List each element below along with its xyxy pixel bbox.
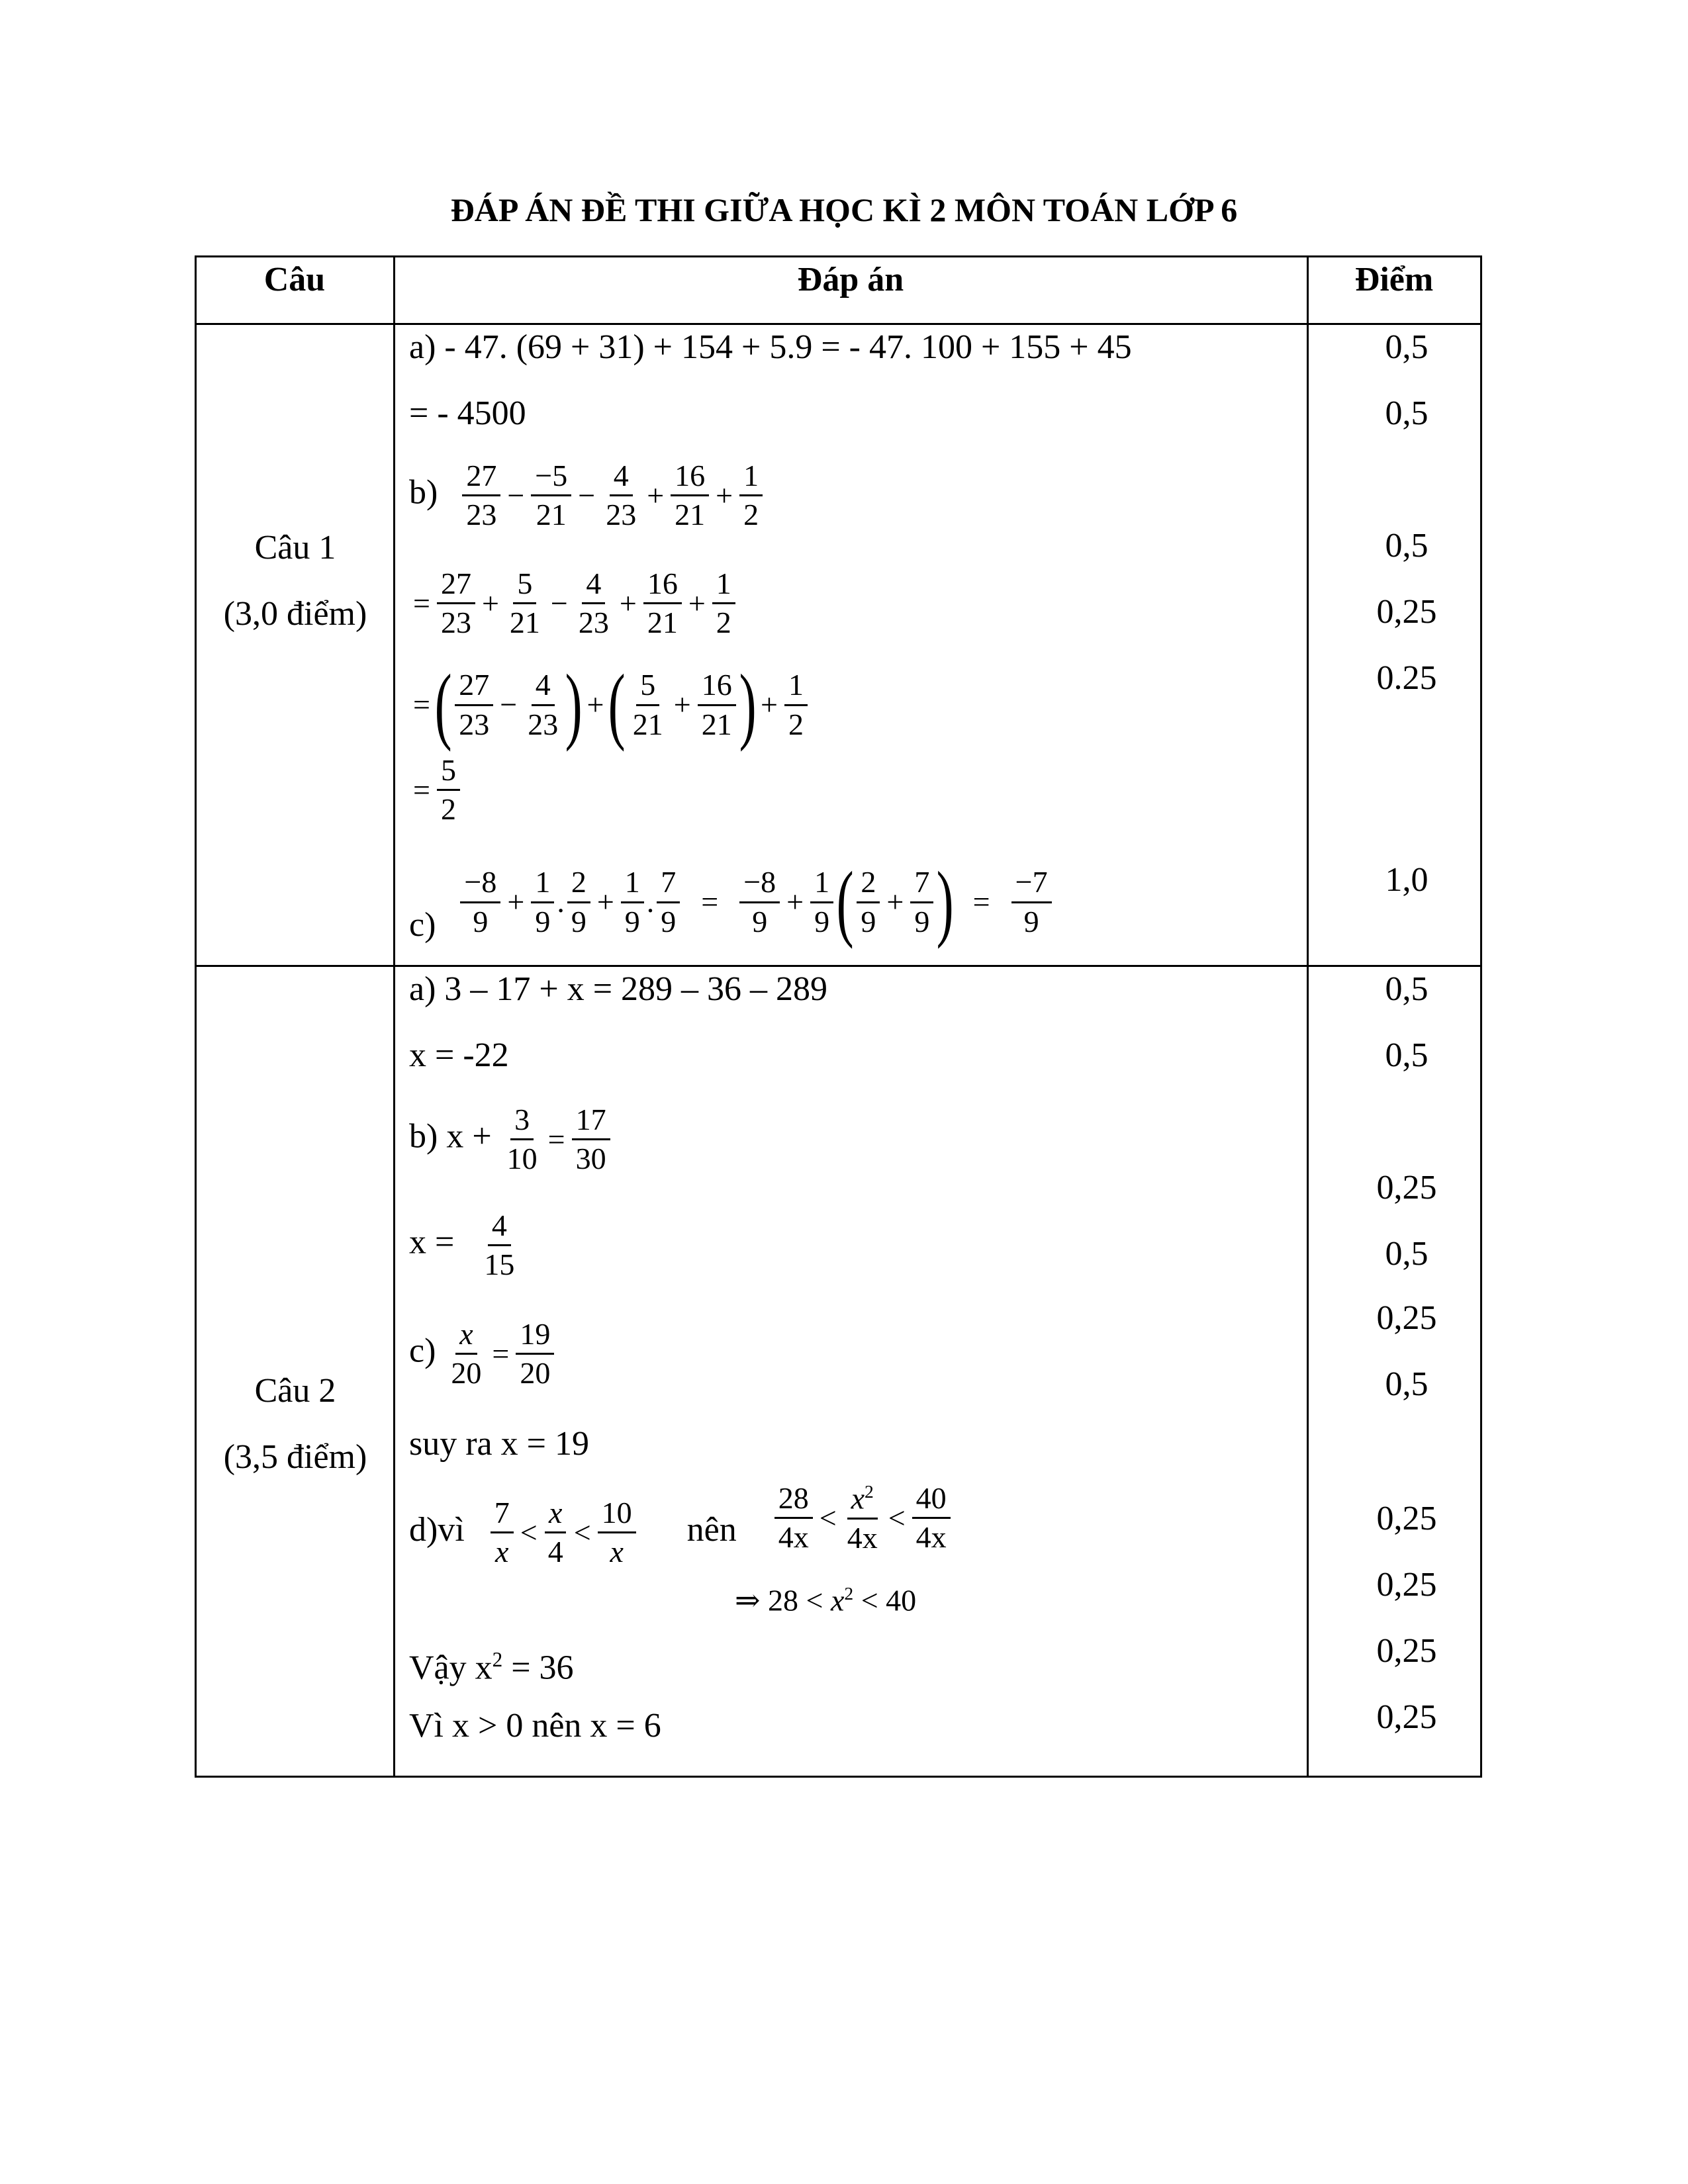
numerator: 7 [491,1497,514,1533]
exponent: 2 [844,1583,854,1604]
fraction [774,1482,813,1554]
less-than: < [573,1515,591,1549]
denominator: 9 [1023,904,1039,938]
q2-d4-end: = 36 [502,1649,574,1687]
q2-score-2: 0,5 [1385,1036,1429,1074]
numerator: 5 [513,568,536,604]
denominator: 2 [788,707,804,741]
denominator: 2 [743,498,759,532]
q2-score-7: 0,25 [1376,1500,1437,1537]
numerator: 4 [488,1210,511,1246]
numerator: x [545,1497,566,1533]
fraction [643,568,682,639]
q1-score-3: 0,5 [1385,527,1429,565]
header-question: Câu [263,261,326,298]
q2-b1-prefix: b) x + [409,1117,492,1156]
equals-sign: = [492,1336,510,1371]
fraction [491,1497,514,1569]
denominator: 2 [716,606,731,640]
equals-sign: = [413,688,430,721]
operator: + [761,688,778,721]
denominator: 9 [661,904,677,938]
fraction [739,866,780,938]
q2-d-line2 [735,1574,916,1620]
value-28: 28 [768,1583,799,1617]
denominator: 4 [547,1535,563,1569]
q2-b1-expr [500,1104,613,1175]
less-than: < [888,1500,906,1535]
fraction [462,460,500,531]
numerator: 1 [712,568,735,604]
table-border-top [195,255,1481,257]
denominator: 9 [535,904,551,938]
numerator: 10 [598,1497,636,1533]
fraction [524,669,562,741]
fraction [506,568,544,639]
q1-b-expr3 [409,657,810,752]
q1-b-line3 [409,657,810,752]
numerator: 2 [857,866,880,903]
implies-arrow: ⇒ [735,1583,761,1617]
q2-score-6: 0,5 [1385,1365,1429,1403]
table-row-divider [195,965,1481,967]
denominator: 4x [778,1520,809,1555]
equals-sign: = [972,885,990,919]
q1-label: Câu 1 [254,529,336,567]
q1-b-line4 [409,754,463,826]
denominator: 21 [675,498,706,532]
numerator: 1 [739,460,763,496]
equals-sign: = [413,772,430,807]
q2-d-line3 [409,1640,574,1688]
fraction [572,1104,610,1175]
operator: + [596,885,614,919]
denominator: x [610,1535,624,1569]
denominator: 9 [914,904,930,938]
q1-b-line2 [409,568,738,639]
q2-b-line1 [409,1104,613,1175]
fraction [437,754,460,826]
fraction [912,1482,951,1554]
q2-d-line4: Vì x > 0 nên x = 6 [409,1707,661,1745]
fraction [460,866,500,938]
fraction [739,460,763,531]
numerator: −8 [739,866,780,903]
denominator: 20 [451,1356,482,1390]
dot: . [557,885,565,919]
denominator: 9 [814,904,830,938]
q2-score-4: 0,5 [1385,1235,1429,1273]
less-than: < [861,1583,878,1617]
numerator: 1 [784,669,808,705]
q2-a-line1: a) 3 – 17 + x = 289 – 36 – 289 [409,970,828,1008]
denominator: 15 [484,1248,515,1282]
q1-c-prefix: c) [409,906,436,944]
fraction [567,866,590,938]
value-40: 40 [886,1583,917,1617]
q2-b2-prefix: x = [409,1223,455,1261]
fraction [657,866,680,938]
numerator: 27 [455,669,493,705]
operator: + [716,478,733,512]
denominator: 9 [624,904,640,938]
variable-x: x [851,1481,865,1516]
denominator: 10 [506,1142,538,1176]
page-title: ĐÁP ÁN ĐỀ THI GIỮA HỌC KÌ 2 MÔN TOÁN LỚP 6 [450,191,1238,228]
denominator: 2 [440,792,456,827]
q1-score-6: 1,0 [1385,861,1429,899]
q1-score-1: 0,5 [1385,328,1429,366]
fraction [575,568,613,639]
denominator: 9 [473,904,489,938]
operator: + [586,688,604,721]
fraction [544,1497,567,1569]
fraction [531,460,571,531]
q1-score-2: 0,5 [1385,394,1429,432]
q1-score-5: 0.25 [1376,659,1437,697]
equals-sign: = [547,1122,565,1156]
numerator: 27 [437,568,475,604]
denominator: x [495,1535,509,1569]
header-score: Điểm [1354,261,1434,298]
right-paren: ) [937,854,955,950]
q1-c-expr [457,854,1054,950]
fraction [516,1318,554,1390]
numerator: 1 [810,866,833,903]
fraction [602,460,640,531]
operator: + [647,478,665,512]
numerator: −8 [460,866,500,903]
fraction [857,866,880,938]
operator: + [673,688,691,721]
table-border-left [195,255,197,1778]
denominator: 23 [606,498,637,532]
left-paren: ( [608,657,626,752]
operator: + [481,586,499,620]
denominator: 21 [536,498,567,532]
denominator: 23 [459,707,490,741]
numerator: 5 [437,754,460,791]
fraction [503,1104,541,1175]
numerator: 5 [636,669,659,705]
q2-d1-mid: nên [686,1510,737,1549]
q1-a-line2: = - 4500 [409,394,526,432]
table-col-divider-1 [393,255,395,1778]
denominator: 21 [509,606,540,640]
fraction [621,866,644,938]
fraction [810,866,833,938]
denominator: 9 [571,904,586,938]
q2-d1-prefix: d)vì [409,1510,465,1549]
exponent: 2 [492,1648,503,1671]
fraction [447,1318,485,1390]
fraction [480,1210,518,1281]
numerator: −5 [531,460,571,496]
denominator: 9 [861,904,876,938]
q2-score-10: 0,25 [1376,1698,1437,1736]
fraction [910,866,933,938]
fraction [598,1497,636,1569]
numerator [847,1482,878,1520]
q1-b-expr2 [409,568,738,639]
q1-b-expr4 [409,754,463,826]
q2-b-line2 [409,1210,521,1281]
table-header-divider [195,323,1481,325]
numerator: 16 [698,669,736,705]
q2-score-1: 0,5 [1385,970,1429,1008]
q2-score-3: 0,25 [1376,1169,1437,1206]
q2-d4-text: Vậy x [409,1649,492,1687]
denominator: 23 [440,606,471,640]
denominator: 21 [701,707,732,741]
q2-score-8: 0,25 [1376,1566,1437,1604]
less-than: < [819,1500,837,1535]
operator: + [886,885,904,919]
q1-score-4: 0,25 [1376,593,1437,631]
numerator: 40 [912,1482,951,1519]
numerator: 1 [531,866,554,903]
table-border-bottom [195,1776,1481,1778]
operator: + [507,885,525,919]
denominator: 4x [915,1520,947,1555]
numerator: 4 [582,568,605,604]
exponent: 2 [865,1481,874,1502]
numerator: 4 [532,669,555,705]
operator: − [507,478,525,512]
numerator: 4 [610,460,633,496]
denominator: 9 [752,904,768,938]
q2-d-line1 [409,1481,953,1569]
numerator: −7 [1011,866,1052,903]
fraction [629,669,667,741]
left-paren: ( [434,657,452,752]
operator: + [619,586,637,620]
q2-score-9: 0,25 [1376,1632,1437,1670]
q1-a-line1: a) - 47. (69 + 31) + 154 + 5.9 = - 47. 100 + 155 + 45 [409,328,1132,366]
less-than: < [806,1583,823,1617]
q2-c1-prefix: c) [409,1332,436,1370]
dot: . [646,885,655,919]
less-than: < [520,1515,538,1549]
equals-sign: = [413,586,430,620]
numerator: 7 [657,866,680,903]
denominator: 21 [647,606,678,640]
operator: − [578,478,596,512]
fraction [437,568,475,639]
fraction [843,1482,882,1554]
variable-x: x [831,1583,845,1617]
denominator: 21 [632,707,663,741]
q2-c-line1 [409,1318,557,1390]
q2-c-line2: suy ra x = 19 [409,1425,589,1463]
left-paren: ( [836,854,854,950]
numerator: 7 [910,866,933,903]
numerator: 19 [516,1318,554,1355]
fraction [671,460,709,531]
denominator: 23 [466,498,497,532]
q2-points: (3,5 điểm) [223,1438,367,1476]
q1-c-line [409,854,1055,950]
denominator: 4x [847,1520,878,1555]
fraction [455,669,493,741]
operator: − [550,586,568,620]
table-border-right [1480,255,1482,1778]
fraction [1011,866,1052,938]
q2-label: Câu 2 [254,1372,336,1410]
q2-b2-expr [477,1210,521,1281]
numerator: 16 [643,568,682,604]
table-col-divider-2 [1307,255,1309,1778]
q2-score-5: 0,25 [1376,1299,1437,1337]
q1-points: (3,0 điểm) [223,595,367,633]
right-paren: ) [739,657,757,752]
numerator: 17 [572,1104,610,1140]
fraction [531,866,554,938]
equals-sign: = [701,885,719,919]
q2-d2-expr [772,1482,953,1554]
right-paren: ) [565,657,583,752]
operator: − [500,688,518,721]
q2-d1-expr [488,1497,639,1569]
fraction [712,568,735,639]
fraction [698,669,736,741]
denominator: 20 [520,1356,551,1390]
numerator: 3 [510,1104,534,1140]
numerator: 2 [567,866,590,903]
q1-b-expr1 [459,460,765,531]
denominator: 30 [575,1142,606,1176]
numerator: 27 [462,460,500,496]
numerator: x [455,1318,477,1355]
numerator: 28 [774,1482,813,1519]
fraction [784,669,808,741]
denominator: 23 [578,606,609,640]
header-answer: Đáp án [797,261,904,298]
numerator: 16 [671,460,709,496]
denominator: 23 [528,707,559,741]
q1-b-prefix: b) [409,473,438,512]
q2-a-line2: x = -22 [409,1036,509,1074]
operator: + [688,586,706,620]
q2-c1-expr [444,1318,557,1390]
q1-b-line1 [409,460,765,531]
numerator: 1 [621,866,644,903]
operator: + [786,885,804,919]
